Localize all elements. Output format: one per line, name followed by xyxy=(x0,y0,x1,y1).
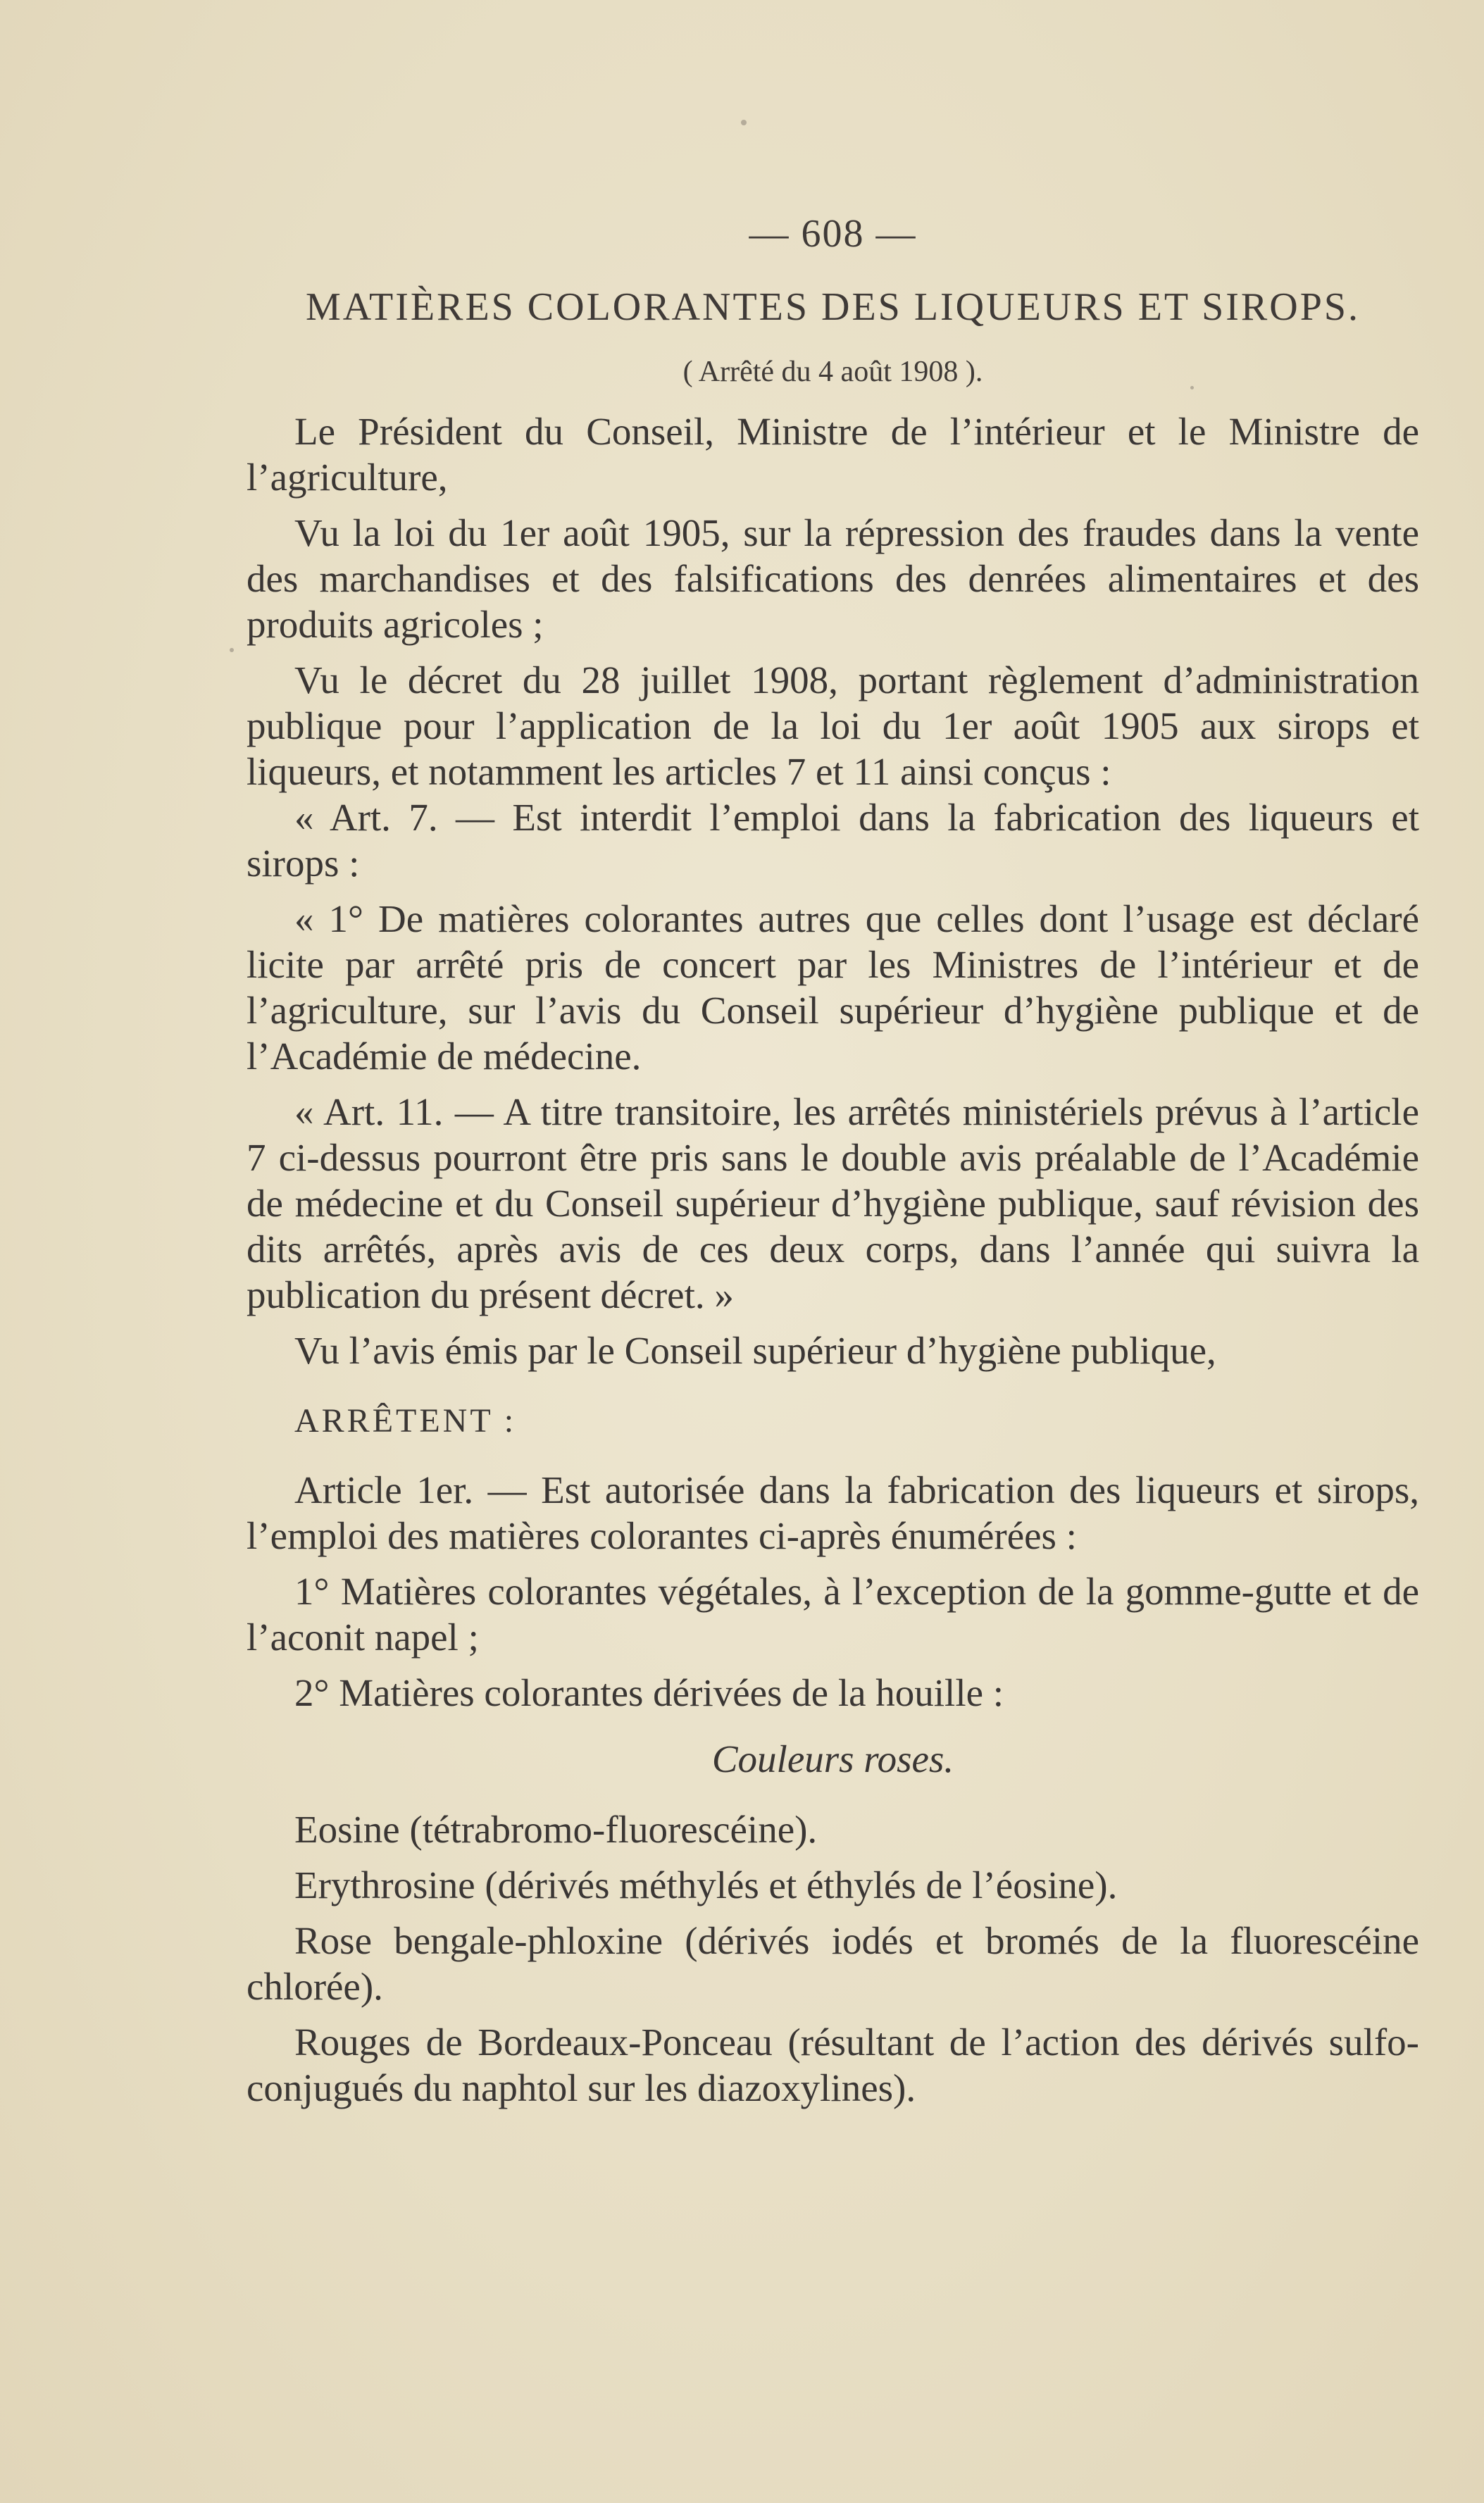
paper-speck xyxy=(230,648,234,652)
quoted-article-paragraph: « Art. 11. — A titre transitoire, les arrêtés ministériels prévus à l’article 7 ci-dessus pourront être pris sans le double avis préalable de l’Académie de médecine et du Conseil supérieur d’hygiène publique, sauf révision des dits arrêtés, après avis de ces deux corps, dans l’année qui suivra la publication du présent décret. » xyxy=(247,1090,1419,1316)
section-heading: Couleurs roses. xyxy=(711,1737,954,1780)
decree-subtitle: ( Arrêté du 4 août 1908 ). xyxy=(682,356,983,388)
color-item: Rouges de Bordeaux-Ponceau (résultant de l’action des dérivés sulfo-conjugués du naphtol sur les diazoxylines). xyxy=(247,2021,1419,2109)
color-item: Rose bengale-phloxine (dérivés iodés et bromés de la fluorescéine chlorée). xyxy=(247,1919,1419,2008)
preamble-paragraph: Vu la loi du 1er août 1905, sur la répression des fraudes dans la vente des marchandises et des falsifications des denrées alimentaires et des produits agricoles ; xyxy=(247,511,1419,646)
article-paragraph: Article 1er. — Est autorisée dans la fabrication des liqueurs et sirops, l’emploi des matières colorantes ci-après énumérées : xyxy=(247,1468,1419,1557)
text-column xyxy=(247,211,1419,2111)
preamble-paragraph: Le Président du Conseil, Ministre de l’intérieur et le Ministre de l’agriculture, xyxy=(247,410,1419,499)
article-paragraph: 1° Matières colorantes végétales, à l’exception de la gomme-gutte et de l’aconit napel ; xyxy=(247,1570,1419,1659)
document-title: MATIÈRES COLORANTES DES LIQUEURS ET SIROPS. xyxy=(306,285,1360,329)
preamble-paragraph: Vu le décret du 28 juillet 1908, portant règlement d’administration publique pour l’application de la loi du 1er août 1905 aux sirops et liqueurs, et notamment les articles 7 et 11 ainsi conçus : xyxy=(247,658,1419,793)
paper-speck xyxy=(741,120,747,125)
color-item: Eosine (tétrabromo-fluorescéine). xyxy=(294,1808,818,1851)
page-number: — 608 — xyxy=(749,212,917,256)
article-paragraph: 2° Matières colorantes dérivées de la houille : xyxy=(294,1671,1004,1714)
quoted-article-paragraph: « 1° De matières colorantes autres que celles dont l’usage est déclaré licite par arrêté pris de concert par les Ministres de l’intérieur et de l’agriculture, sur l’avis du Conseil supérieur d’hygiène publique et de l’Académie de médecine. xyxy=(247,897,1419,1078)
arretent-heading: ARRÊTENT : xyxy=(294,1402,517,1440)
color-item: Erythrosine (dérivés méthylés et éthylés de l’éosine). xyxy=(294,1864,1118,1906)
paper-speck xyxy=(1190,386,1194,389)
quoted-article-paragraph: « Art. 7. — Est interdit l’emploi dans la fabrication des liqueurs et sirops : xyxy=(247,796,1419,885)
preamble-paragraph: Vu l’avis émis par le Conseil supérieur d’hygiène publique, xyxy=(294,1329,1216,1372)
